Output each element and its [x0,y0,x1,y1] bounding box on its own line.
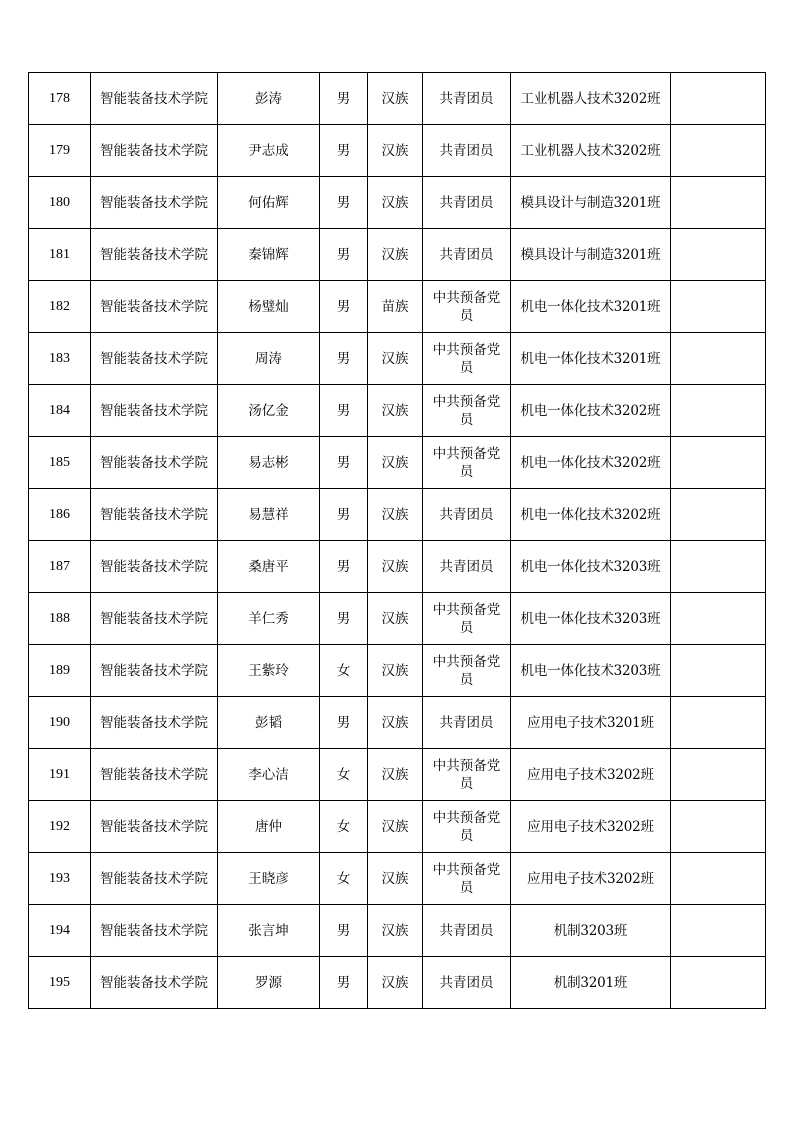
cell-student-name: 易慧祥 [218,489,320,541]
cell-student-name: 周涛 [218,333,320,385]
cell-number: 178 [29,73,91,125]
table-row [29,749,766,801]
cell-college: 智能装备技术学院 [91,177,218,229]
cell-student-name: 易志彬 [218,437,320,489]
cell-college: 智能装备技术学院 [91,801,218,853]
cell-college: 智能装备技术学院 [91,385,218,437]
cell-political-status: 中共预备党员 [423,593,511,645]
cell-class: 模具设计与制造3201班 [511,229,671,281]
cell-number: 191 [29,749,91,801]
cell-student-name: 杨璧灿 [218,281,320,333]
cell-note [671,125,766,177]
cell-class: 机电一体化技术3202班 [511,437,671,489]
cell-college: 智能装备技术学院 [91,593,218,645]
table-row [29,905,766,957]
cell-ethnicity: 汉族 [368,125,423,177]
cell-ethnicity: 汉族 [368,177,423,229]
table-row [29,333,766,385]
cell-class: 应用电子技术3201班 [511,697,671,749]
cell-class: 模具设计与制造3201班 [511,177,671,229]
cell-political-status: 中共预备党员 [423,801,511,853]
cell-gender: 男 [320,437,368,489]
table-row [29,385,766,437]
table-row [29,593,766,645]
cell-political-status: 共青团员 [423,73,511,125]
cell-class: 应用电子技术3202班 [511,749,671,801]
table-row [29,853,766,905]
cell-political-status: 共青团员 [423,177,511,229]
cell-student-name: 李心洁 [218,749,320,801]
cell-gender: 男 [320,281,368,333]
cell-note [671,229,766,281]
cell-class: 机电一体化技术3202班 [511,385,671,437]
cell-student-name: 尹志成 [218,125,320,177]
cell-gender: 女 [320,801,368,853]
cell-class: 工业机器人技术3202班 [511,125,671,177]
cell-ethnicity: 汉族 [368,957,423,1009]
cell-college: 智能装备技术学院 [91,645,218,697]
cell-note [671,957,766,1009]
cell-college: 智能装备技术学院 [91,489,218,541]
table-row [29,281,766,333]
cell-number: 195 [29,957,91,1009]
cell-college: 智能装备技术学院 [91,333,218,385]
cell-ethnicity: 汉族 [368,645,423,697]
cell-number: 183 [29,333,91,385]
cell-political-status: 共青团员 [423,125,511,177]
cell-political-status: 共青团员 [423,541,511,593]
cell-class: 机制3203班 [511,905,671,957]
cell-number: 185 [29,437,91,489]
cell-ethnicity: 汉族 [368,749,423,801]
cell-political-status: 中共预备党员 [423,333,511,385]
cell-gender: 男 [320,697,368,749]
cell-number: 189 [29,645,91,697]
table-row [29,125,766,177]
cell-gender: 男 [320,593,368,645]
cell-student-name: 彭涛 [218,73,320,125]
cell-gender: 女 [320,645,368,697]
cell-note [671,489,766,541]
cell-note [671,333,766,385]
cell-student-name: 罗源 [218,957,320,1009]
cell-political-status: 中共预备党员 [423,645,511,697]
cell-political-status: 共青团员 [423,905,511,957]
cell-ethnicity: 汉族 [368,697,423,749]
cell-student-name: 唐仲 [218,801,320,853]
cell-college: 智能装备技术学院 [91,437,218,489]
table-row [29,957,766,1009]
cell-student-name: 彭韬 [218,697,320,749]
cell-note [671,645,766,697]
cell-student-name: 羊仁秀 [218,593,320,645]
cell-ethnicity: 汉族 [368,853,423,905]
cell-number: 179 [29,125,91,177]
cell-class: 机电一体化技术3203班 [511,593,671,645]
cell-note [671,905,766,957]
cell-number: 184 [29,385,91,437]
cell-number: 186 [29,489,91,541]
cell-gender: 女 [320,749,368,801]
cell-gender: 男 [320,905,368,957]
cell-college: 智能装备技术学院 [91,229,218,281]
cell-student-name: 秦锦辉 [218,229,320,281]
cell-political-status: 共青团员 [423,229,511,281]
cell-ethnicity: 汉族 [368,593,423,645]
cell-class: 机电一体化技术3201班 [511,281,671,333]
cell-gender: 男 [320,73,368,125]
cell-college: 智能装备技术学院 [91,73,218,125]
table-row [29,541,766,593]
cell-political-status: 中共预备党员 [423,281,511,333]
cell-student-name: 何佑辉 [218,177,320,229]
cell-gender: 男 [320,489,368,541]
table-body [29,73,766,1009]
cell-note [671,177,766,229]
cell-political-status: 共青团员 [423,489,511,541]
cell-note [671,73,766,125]
cell-number: 190 [29,697,91,749]
cell-number: 192 [29,801,91,853]
cell-number: 193 [29,853,91,905]
cell-college: 智能装备技术学院 [91,853,218,905]
cell-note [671,801,766,853]
cell-political-status: 共青团员 [423,957,511,1009]
cell-number: 194 [29,905,91,957]
cell-ethnicity: 汉族 [368,801,423,853]
cell-class: 机电一体化技术3202班 [511,489,671,541]
cell-note [671,437,766,489]
table-row [29,437,766,489]
cell-note [671,749,766,801]
cell-gender: 男 [320,177,368,229]
cell-ethnicity: 汉族 [368,541,423,593]
cell-number: 181 [29,229,91,281]
cell-student-name: 王晓彦 [218,853,320,905]
cell-student-name: 王紫玲 [218,645,320,697]
cell-gender: 女 [320,853,368,905]
cell-ethnicity: 汉族 [368,905,423,957]
cell-gender: 男 [320,957,368,1009]
cell-college: 智能装备技术学院 [91,541,218,593]
cell-college: 智能装备技术学院 [91,957,218,1009]
cell-class: 应用电子技术3202班 [511,853,671,905]
cell-college: 智能装备技术学院 [91,905,218,957]
cell-gender: 男 [320,125,368,177]
table-row [29,645,766,697]
cell-note [671,853,766,905]
table-row [29,489,766,541]
cell-student-name: 桑唐平 [218,541,320,593]
cell-class: 机电一体化技术3203班 [511,541,671,593]
cell-note [671,385,766,437]
table-row [29,177,766,229]
cell-class: 机电一体化技术3201班 [511,333,671,385]
cell-political-status: 中共预备党员 [423,437,511,489]
cell-gender: 男 [320,541,368,593]
cell-student-name: 汤亿金 [218,385,320,437]
cell-student-name: 张言坤 [218,905,320,957]
cell-ethnicity: 汉族 [368,73,423,125]
cell-gender: 男 [320,385,368,437]
cell-political-status: 中共预备党员 [423,853,511,905]
cell-ethnicity: 汉族 [368,333,423,385]
table-row [29,697,766,749]
cell-ethnicity: 汉族 [368,437,423,489]
cell-note [671,541,766,593]
cell-political-status: 共青团员 [423,697,511,749]
cell-gender: 男 [320,333,368,385]
cell-political-status: 中共预备党员 [423,385,511,437]
cell-class: 机制3201班 [511,957,671,1009]
cell-ethnicity: 苗族 [368,281,423,333]
cell-number: 187 [29,541,91,593]
cell-number: 182 [29,281,91,333]
cell-class: 机电一体化技术3203班 [511,645,671,697]
cell-ethnicity: 汉族 [368,385,423,437]
cell-note [671,281,766,333]
cell-political-status: 中共预备党员 [423,749,511,801]
cell-college: 智能装备技术学院 [91,697,218,749]
cell-gender: 男 [320,229,368,281]
table-row [29,801,766,853]
cell-college: 智能装备技术学院 [91,281,218,333]
cell-class: 应用电子技术3202班 [511,801,671,853]
cell-college: 智能装备技术学院 [91,125,218,177]
table-row [29,229,766,281]
cell-ethnicity: 汉族 [368,229,423,281]
cell-college: 智能装备技术学院 [91,749,218,801]
cell-number: 188 [29,593,91,645]
table-row [29,73,766,125]
cell-note [671,593,766,645]
student-list-table [28,72,766,1009]
cell-ethnicity: 汉族 [368,489,423,541]
cell-note [671,697,766,749]
cell-number: 180 [29,177,91,229]
cell-class: 工业机器人技术3202班 [511,73,671,125]
